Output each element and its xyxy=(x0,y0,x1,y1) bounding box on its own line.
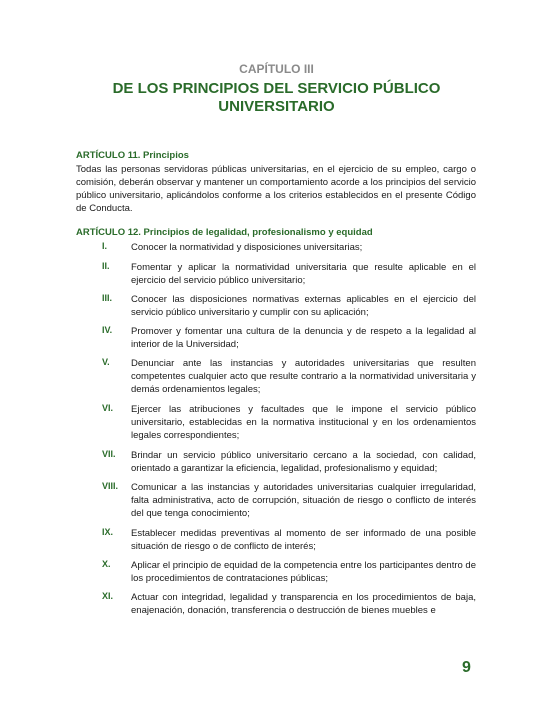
item-number: XI. xyxy=(102,591,114,601)
page-number: 9 xyxy=(462,659,471,676)
chapter-title-line-1: DE LOS PRINCIPIOS DEL SERVICIO PÚBLICO xyxy=(112,80,441,97)
item-text: Denunciar ante las instancias y autoridades universitarias que resulten competentes cualquier acto que resulte contrario a la normatividad universitaria y demás ordenamientos legales; xyxy=(131,358,476,395)
item-number: II. xyxy=(102,261,110,271)
item-number: X. xyxy=(102,559,111,569)
chapter-label: CAPÍTULO III xyxy=(239,62,314,76)
item-text: Establecer medidas preventivas al momento de ser informado de una posible situación de riesgo o de conflicto de interés; xyxy=(131,528,476,552)
item-text: Conocer la normatividad y disposiciones universitarias; xyxy=(131,242,363,253)
chapter-title-line-2: UNIVERSITARIO xyxy=(218,98,335,115)
chapter-title xyxy=(60,80,493,116)
item-text: Comunicar a las instancias y autoridades universitarias cualquier irregularidad, falta administrativa, acto de corrupción, situación de riesgo o conflicto de interés del que tenga conocimiento; xyxy=(131,482,476,519)
item-number: I. xyxy=(102,241,108,251)
item-text: Aplicar el principio de equidad de la competencia entre los participantes dentro de los procedimientos de contrataciones públicas; xyxy=(131,560,476,584)
item-text: Promover y fomentar una cultura de la denuncia y de respeto a la legalidad al interior de la Universidad; xyxy=(131,326,476,350)
item-number: VIII. xyxy=(102,481,119,491)
article-11-body: Todas las personas servidoras públicas universitarias, en el ejercicio de su empleo, cargo o comisión, deberán observar y mantener un comportamiento acorde a los principios del servicio público universitario, aplicándolos conforme a los criterios establecidos en el presente Código de Conducta. xyxy=(76,164,476,214)
item-text: Actuar con integridad, legalidad y transparencia en los procedimientos de baja, enajenación, donación, transferencia o destrucción de bienes muebles e xyxy=(131,592,476,616)
item-number: IV. xyxy=(102,325,113,335)
article-12-heading: ARTÍCULO 12. Principios de legalidad, profesionalismo y equidad xyxy=(76,227,373,238)
item-text: Fomentar y aplicar la normatividad universitaria que resulte aplicable en el ejercicio del servicio público universitario; xyxy=(131,262,476,286)
item-number: III. xyxy=(102,293,113,303)
item-text: Conocer las disposiciones normativas externas aplicables en el ejercicio del servicio público universitario y cumplir con su aplicación; xyxy=(131,294,476,318)
item-number: VI. xyxy=(102,403,114,413)
item-number: IX. xyxy=(102,527,114,537)
item-number: VII. xyxy=(102,449,116,459)
item-text: Brindar un servicio público universitario cercano a la sociedad, con calidad, orientado a garantizar la eficiencia, legalidad, profesionalismo y equidad; xyxy=(131,450,476,474)
article-11-heading: ARTÍCULO 11. Principios xyxy=(76,150,189,161)
item-number: V. xyxy=(102,357,110,367)
item-text: Ejercer las atribuciones y facultades que le impone el servicio público universitario, establecidas en la normativa institucional y en los ordenamientos legales correspondientes; xyxy=(131,404,476,441)
